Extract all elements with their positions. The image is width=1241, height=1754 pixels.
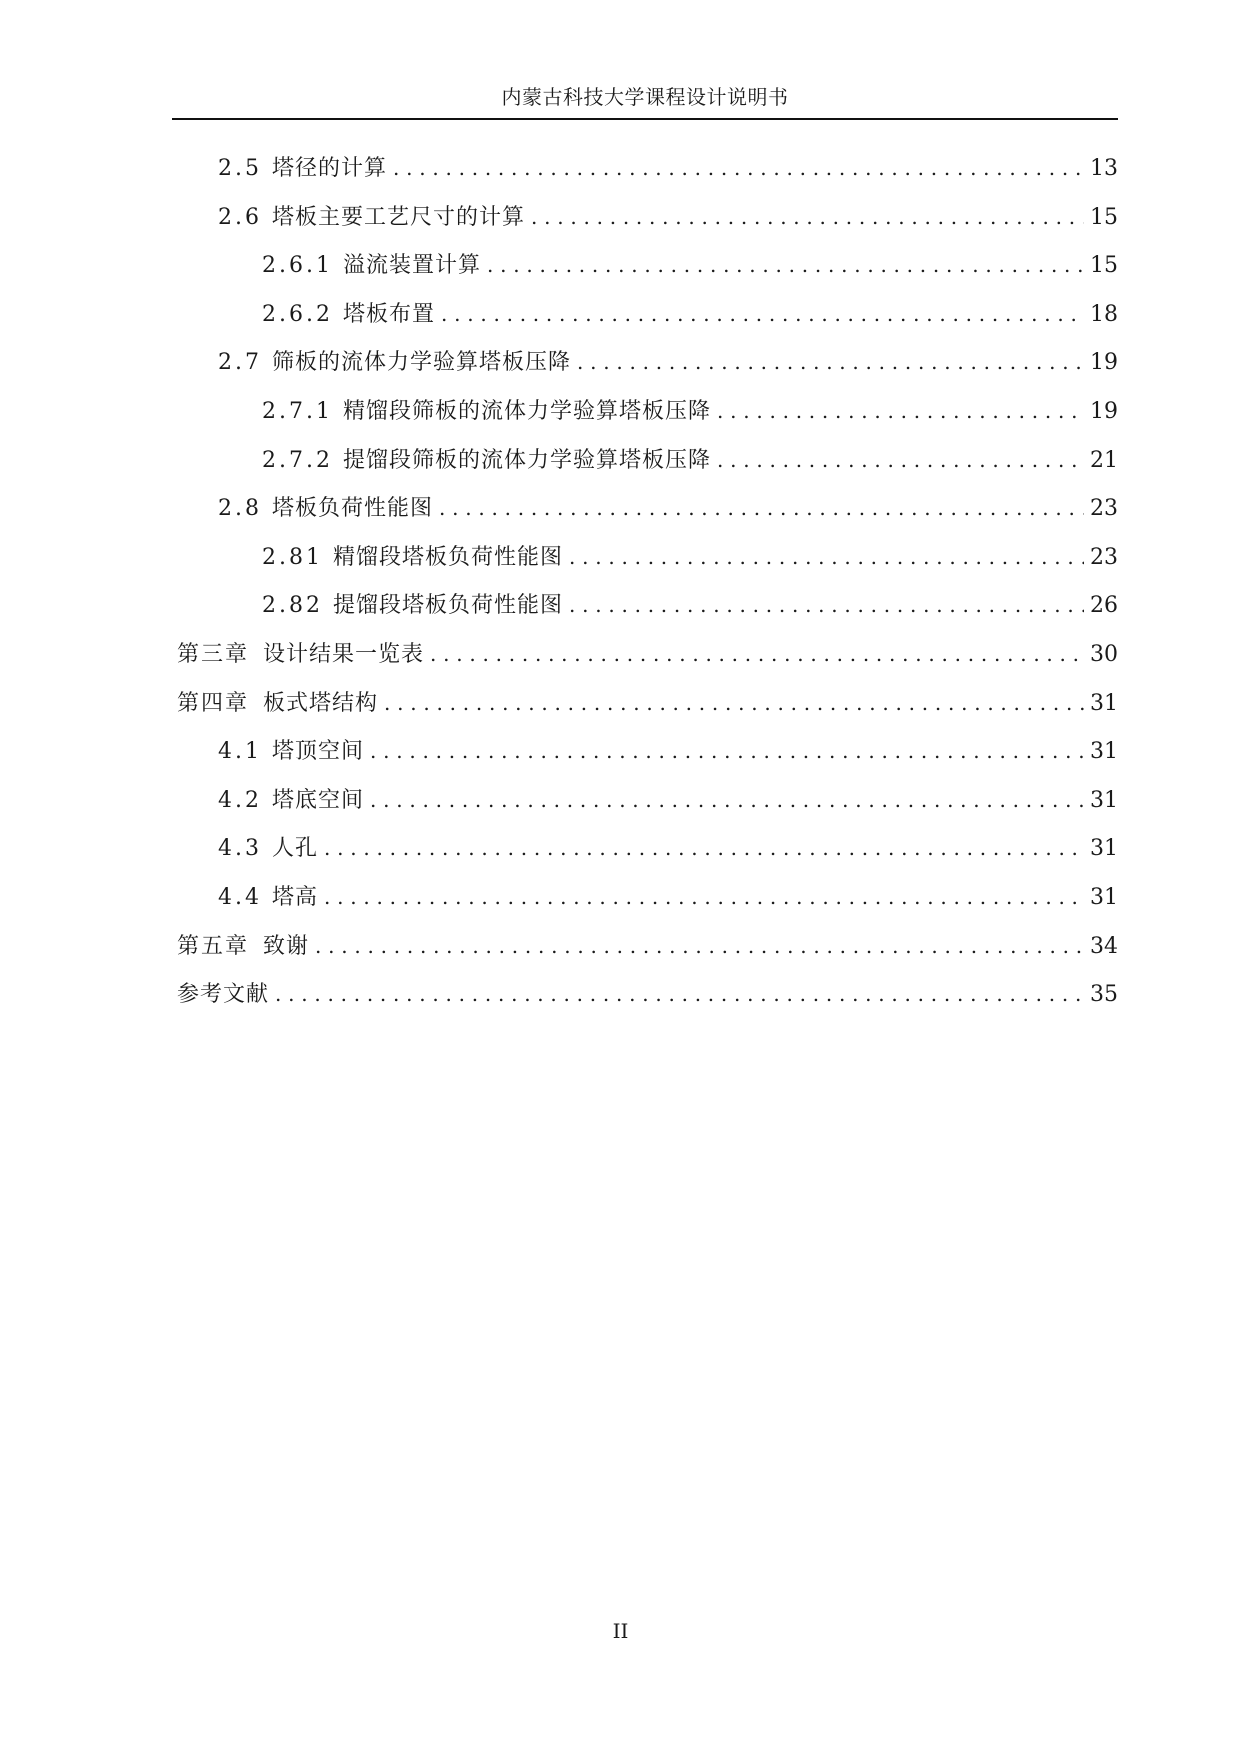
toc-entry-page: 34 <box>1090 933 1118 959</box>
toc-entry-chapter-3[interactable] <box>172 639 1118 688</box>
toc-entry-number: 2.7.1 <box>262 398 333 424</box>
toc-dot-leader <box>717 396 1084 426</box>
toc-entry-title: 板式塔结构 <box>263 690 379 716</box>
toc-entry-page: 31 <box>1090 836 1118 862</box>
toc-dot-leader <box>324 882 1084 912</box>
toc-entry-number: 2.5 <box>218 156 262 181</box>
toc-dot-leader <box>275 979 1084 1009</box>
toc-entry-number: 2.6.1 <box>262 253 333 279</box>
toc-entry-4-3[interactable] <box>172 833 1118 882</box>
toc-dot-leader <box>370 736 1084 766</box>
toc-entry-title: 塔高 <box>272 884 319 910</box>
toc-entry-title: 致谢 <box>263 933 310 959</box>
toc-entry-page: 35 <box>1090 982 1118 1008</box>
toc-entry-page: 18 <box>1090 301 1118 327</box>
toc-entry-2-81[interactable] <box>172 542 1118 591</box>
toc-entry-title: 精馏段塔板负荷性能图 <box>332 544 563 570</box>
page-number: II <box>612 1619 629 1643</box>
toc-entry-page: 13 <box>1090 156 1118 181</box>
toc-entry-title: 提馏段筛板的流体力学验算塔板压降 <box>342 447 711 473</box>
toc-entry-2-6[interactable] <box>172 202 1118 251</box>
toc-entry-title: 设计结果一览表 <box>263 641 425 667</box>
toc-entry-4-4[interactable] <box>172 882 1118 931</box>
toc-entry-page: 31 <box>1090 690 1118 716</box>
toc-entry-number: 2.6 <box>218 204 262 230</box>
toc-entry-title: 参考文献 <box>177 982 270 1008</box>
toc-entry-2-6-1[interactable] <box>172 250 1118 299</box>
toc-entry-2-82[interactable] <box>172 590 1118 639</box>
toc-dot-leader <box>487 250 1084 280</box>
toc-dot-leader <box>577 347 1084 377</box>
toc-dot-leader <box>439 493 1084 523</box>
toc-entry-title: 溢流装置计算 <box>342 253 481 279</box>
toc-dot-leader <box>324 833 1084 863</box>
toc-dot-leader <box>569 542 1084 572</box>
toc-entry-2-5[interactable] <box>172 153 1118 202</box>
toc-entry-page: 15 <box>1090 253 1118 279</box>
toc-entry-2-8[interactable] <box>172 493 1118 542</box>
toc-entry-title: 塔径的计算 <box>272 156 388 181</box>
toc-entry-chapter-4[interactable] <box>172 688 1118 737</box>
toc-entry-number: 第五章 <box>177 933 250 959</box>
toc-entry-2-7-2[interactable] <box>172 445 1118 494</box>
toc-entry-2-7-1[interactable] <box>172 396 1118 445</box>
toc-entry-number: 2.7 <box>218 350 262 376</box>
toc-entry-page: 23 <box>1090 544 1118 570</box>
toc-entry-references[interactable] <box>172 979 1118 1028</box>
toc-entry-number: 2.81 <box>262 544 323 570</box>
toc-entry-number: 4.3 <box>218 836 262 862</box>
toc-entry-number: 2.82 <box>262 593 323 619</box>
toc-entry-2-7[interactable] <box>172 347 1118 396</box>
toc-entry-number: 第三章 <box>177 641 250 667</box>
toc-entry-number: 第四章 <box>177 690 250 716</box>
toc-entry-title: 塔板负荷性能图 <box>272 496 434 522</box>
toc-entry-number: 4.1 <box>218 739 262 765</box>
toc-entry-title: 精馏段筛板的流体力学验算塔板压降 <box>342 398 711 424</box>
toc-entry-page: 31 <box>1090 884 1118 910</box>
toc-entry-page: 15 <box>1090 204 1118 230</box>
toc-entry-title: 筛板的流体力学验算塔板压降 <box>272 350 572 376</box>
toc-dot-leader <box>531 202 1084 232</box>
toc-dot-leader <box>430 639 1084 669</box>
toc-entry-page: 26 <box>1090 593 1118 619</box>
toc-entry-page: 21 <box>1090 447 1118 473</box>
table-of-contents <box>172 153 1118 1028</box>
header-rule <box>172 118 1118 120</box>
toc-dot-leader <box>315 931 1084 961</box>
toc-entry-title: 人孔 <box>272 836 319 862</box>
toc-entry-page: 19 <box>1090 398 1118 424</box>
toc-entry-title: 塔板主要工艺尺寸的计算 <box>272 204 526 230</box>
toc-entry-page: 23 <box>1090 496 1118 522</box>
toc-entry-number: 4.4 <box>218 884 262 910</box>
toc-entry-title: 塔底空间 <box>272 787 365 813</box>
toc-entry-4-2[interactable] <box>172 785 1118 834</box>
toc-entry-page: 30 <box>1090 641 1118 667</box>
toc-entry-number: 2.6.2 <box>262 301 333 327</box>
toc-entry-4-1[interactable] <box>172 736 1118 785</box>
toc-dot-leader <box>393 153 1084 183</box>
running-header: 内蒙古科技大学课程设计说明书 <box>501 85 789 109</box>
toc-dot-leader <box>717 445 1084 475</box>
toc-entry-chapter-5[interactable] <box>172 931 1118 980</box>
toc-entry-page: 31 <box>1090 739 1118 765</box>
toc-dot-leader <box>441 299 1084 329</box>
toc-entry-number: 2.7.2 <box>262 447 333 473</box>
toc-dot-leader <box>384 688 1084 718</box>
toc-entry-page: 31 <box>1090 787 1118 813</box>
toc-entry-title: 塔板布置 <box>342 301 435 327</box>
toc-dot-leader <box>569 590 1084 620</box>
toc-dot-leader <box>370 785 1084 815</box>
toc-entry-title: 提馏段塔板负荷性能图 <box>332 593 563 619</box>
toc-entry-2-6-2[interactable] <box>172 299 1118 348</box>
toc-entry-number: 4.2 <box>218 787 262 813</box>
toc-entry-title: 塔顶空间 <box>272 739 365 765</box>
toc-entry-page: 19 <box>1090 350 1118 376</box>
toc-entry-number: 2.8 <box>218 496 262 522</box>
